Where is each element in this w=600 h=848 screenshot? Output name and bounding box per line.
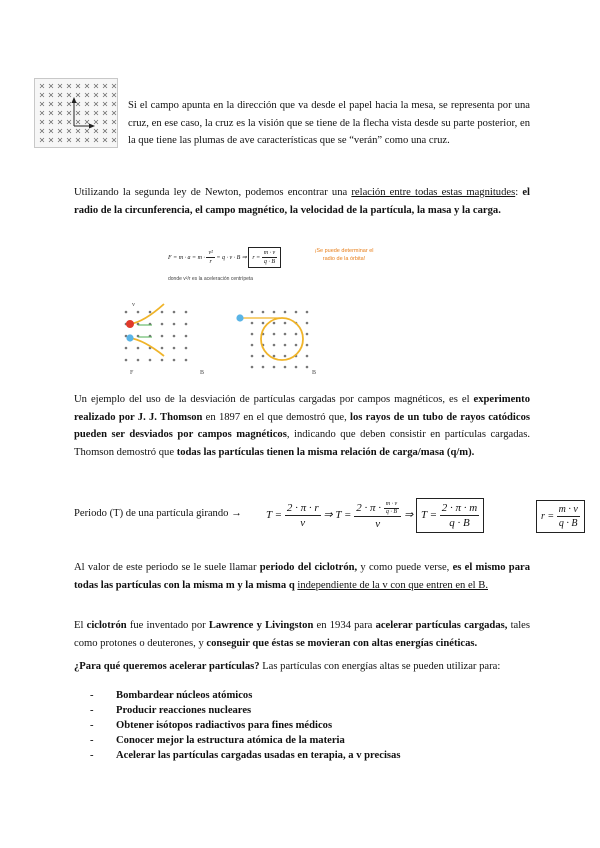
field-dot — [273, 355, 276, 358]
field-dot — [273, 322, 276, 325]
field-dot — [173, 347, 176, 350]
newton-paragraph: Utilizando la segunda ley de Newton, podemos encontrar una relación entre todas estas magnitudes: el radio de la circunferencia, el campo magnético, la velocidad de la partícula, la masa y la carga. — [74, 187, 530, 216]
field-dot — [125, 359, 128, 362]
f-label: F — [130, 370, 134, 376]
field-dot — [161, 347, 164, 350]
field-dot — [295, 344, 298, 347]
field-dot — [273, 366, 276, 369]
field-dot — [284, 366, 287, 369]
cross-field-diagram — [34, 78, 118, 148]
field-dot — [306, 311, 309, 314]
field-dot — [161, 335, 164, 338]
period-label: Periodo (T) de una partícula girando → — [74, 508, 242, 519]
list-item: - Bombardear núcleos atómicos — [90, 690, 253, 701]
field-dot — [185, 359, 188, 362]
uses-list — [90, 688, 530, 763]
question-paragraph: ¿Para qué queremos acelerar partículas? Las partículas con energías altas se pueden utilizar para: — [74, 661, 501, 672]
field-dot — [251, 355, 254, 358]
field-dot — [273, 311, 276, 314]
field-dot — [262, 311, 265, 314]
cyclotron-inventor-paragraph: El ciclotrón fue inventado por Lawrence y Livingston en 1934 para acelerar partículas cargadas, tales como protones o deuterones, y conseguir que éstas se movieran con altas energías cinéticas. — [74, 620, 530, 649]
field-dot — [284, 344, 287, 347]
b-label-r: B — [312, 370, 317, 376]
field-dot — [295, 366, 298, 369]
field-dot — [306, 344, 309, 347]
blue-particle — [126, 334, 133, 341]
list-item: - Producir reacciones nucleares — [90, 705, 252, 716]
field-dot — [284, 311, 287, 314]
field-dot — [149, 359, 152, 362]
field-dot — [137, 311, 140, 314]
list-item: - Obtener isótopos radiactivos para fines médicos — [90, 720, 333, 731]
field-dot — [273, 344, 276, 347]
field-dot — [185, 311, 188, 314]
field-dot — [284, 333, 287, 336]
field-dot — [185, 335, 188, 338]
field-dot — [173, 311, 176, 314]
field-dot — [306, 333, 309, 336]
field-dot — [262, 355, 265, 358]
field-dot — [284, 322, 287, 325]
cross-explanation: Si el campo apunta en la dirección que va desde el papel hacia la mesa, se representa por una cruz, en ese caso, la cruz es la visión que se tiene de la flecha vista desde su parte posterior, en la que tiene las plumas de ave características que se “verán” como una cruz. — [128, 100, 530, 146]
field-dot — [251, 311, 254, 314]
list-item: - Acelerar las partículas cargadas usadas en terapia, a v precisas — [90, 750, 401, 761]
field-dot — [125, 311, 128, 314]
period-formula: T = $\frac{2 \cdot \pi \cdot r}{v}$ ⇒ T = 2 · π · $\frac{m \cdot v}{q \cdot B}$ v ⇒ T = $\frac{2 \cdot \pi \cdot m}{q \cdot B}$ — [266, 498, 484, 533]
field-dot — [161, 311, 164, 314]
field-dot — [161, 323, 164, 326]
field-dot — [137, 347, 140, 350]
field-dot — [173, 335, 176, 338]
field-dot — [284, 355, 287, 358]
field-dot — [137, 359, 140, 362]
field-dot — [262, 366, 265, 369]
list-item: - Conocer mejor la estructura atómica de la materia — [90, 735, 345, 746]
force-radius-formula: F = m · a = m · $\frac{\text{v²}}{r}$ = q · v · B ⇒ r = $\frac{m \cdot v}{q \cdot B}$ — [168, 247, 281, 268]
red-particle — [126, 320, 134, 328]
field-dot — [185, 347, 188, 350]
field-dot — [295, 311, 298, 314]
centripetal-note: donde v²/r es la aceleración centrípeta — [168, 276, 254, 282]
field-dot — [251, 322, 254, 325]
radius-formula-box: r = $\frac{m \cdot v}{q \cdot B}$ — [536, 500, 585, 533]
field-dot — [306, 366, 309, 369]
field-dot — [273, 333, 276, 336]
field-dot — [149, 311, 152, 314]
field-dot — [251, 333, 254, 336]
deflection-diagram — [116, 298, 210, 378]
field-dot — [173, 359, 176, 362]
field-dot — [251, 366, 254, 369]
field-dot — [262, 322, 265, 325]
b-label-l: B — [200, 370, 205, 376]
field-dot — [306, 322, 309, 325]
orange-note: ¡Se puede determinar el radio de la órbita! — [314, 248, 374, 262]
field-dot — [251, 344, 254, 347]
field-dot — [161, 359, 164, 362]
cyclotron-period-paragraph: Al valor de este periodo se le suele llamar periodo del ciclotrón, y como puede verse, es el mismo para todas las partículas con la misma m y la misma q independiente de la v con que entren en el B. — [74, 562, 530, 591]
field-dot — [125, 347, 128, 350]
field-dot — [173, 323, 176, 326]
field-dot — [306, 355, 309, 358]
field-dot — [185, 323, 188, 326]
field-dot — [295, 333, 298, 336]
thomson-paragraph: Un ejemplo del uso de la desviación de partículas cargadas por campos magnéticos, es el experimento realizado por J. J. Thomson en 1897 en el que demostró que, los rayos de un tubo de rayos catódicos pueden ser desviados por campos magnéticos, indicando que deben consistir en partículas cargadas. Thomson demostró que todas las partículas tienen la misma relación de carga/masa (q/m). — [74, 394, 530, 458]
v-label-l: v — [132, 302, 135, 308]
circular-orbit-diagram — [228, 302, 322, 378]
